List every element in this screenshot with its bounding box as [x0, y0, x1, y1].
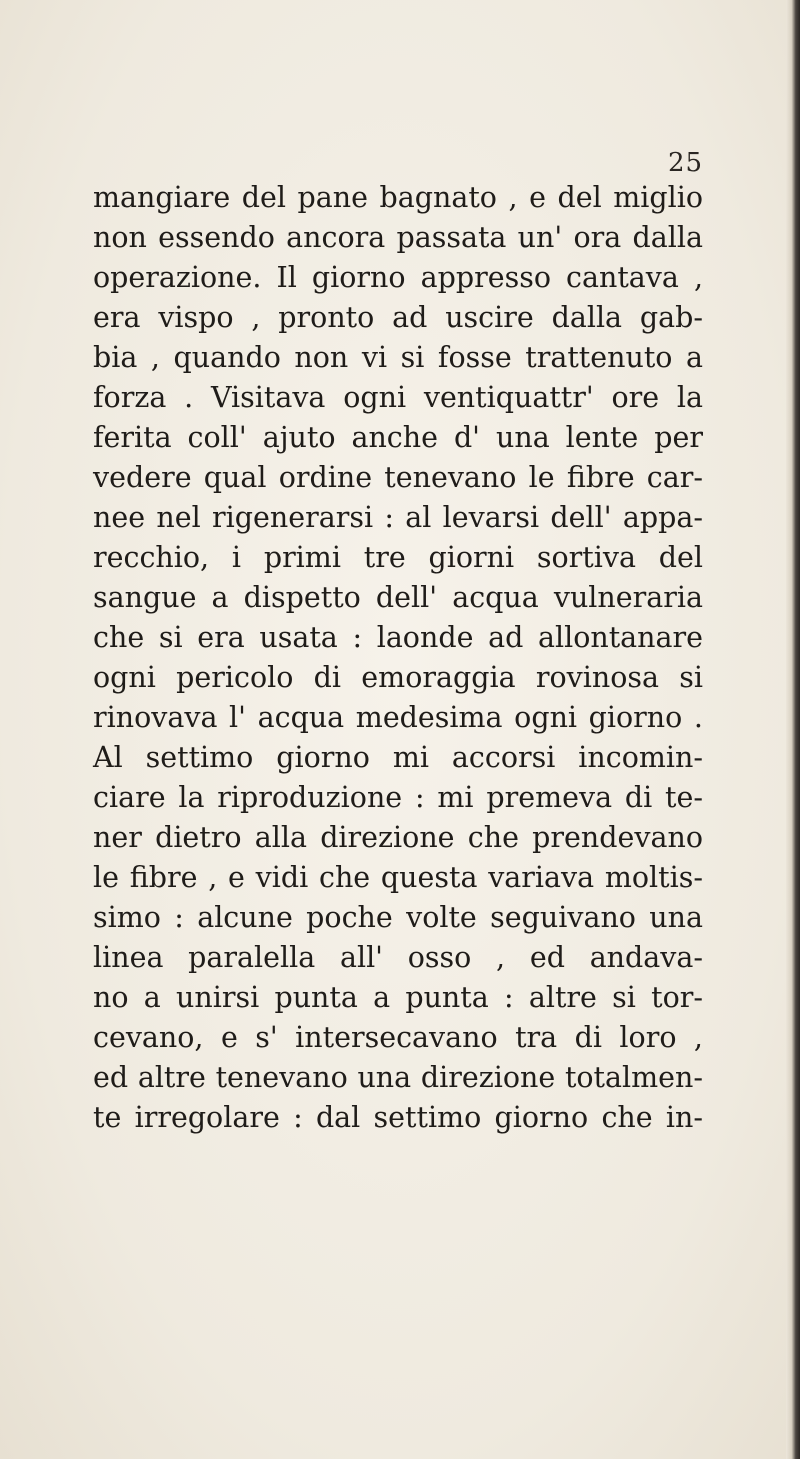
text-line: ner dietro alla direzione che prendevano [93, 821, 703, 854]
text-line: vedere qual ordine tenevano le fibre car- [93, 461, 703, 494]
text-line: cevano, e s' intersecavano tra di loro , [93, 1021, 703, 1054]
text-line: linea paralella all' osso , ed andava- [93, 941, 703, 974]
text-line: che si era usata : laonde ad allontanare [93, 621, 703, 654]
text-line: mangiare del pane bagnato , e del miglio [93, 181, 703, 214]
text-line: sangue a dispetto dell' acqua vulneraria [93, 581, 703, 614]
text-line: era vispo , pronto ad uscire dalla gab- [93, 301, 703, 334]
text-line: rinovava l' acqua medesima ogni giorno . [93, 701, 703, 734]
text-line: le fibre , e vidi che questa variava moltis- [93, 861, 703, 894]
page-edge-shadow [786, 0, 800, 1459]
text-line: no a unirsi punta a punta : altre si tor- [93, 981, 703, 1014]
text-line: ferita coll' ajuto anche d' una lente per [93, 421, 703, 454]
text-line: bia , quando non vi si fosse trattenuto a [93, 341, 703, 374]
text-line: Al settimo giorno mi accorsi incomin- [93, 741, 703, 774]
body-text [93, 178, 703, 1138]
page-number: 25 [668, 148, 704, 178]
text-line: ed altre tenevano una direzione totalmen- [93, 1061, 703, 1094]
text-line: operazione. Il giorno appresso cantava , [93, 261, 703, 294]
text-line: forza . Visitava ogni ventiquattr' ore la [93, 381, 703, 414]
text-line: te irregolare : dal settimo giorno che in- [93, 1101, 703, 1134]
text-line: simo : alcune poche volte seguivano una [93, 901, 703, 934]
text-line: non essendo ancora passata un' ora dalla [93, 221, 703, 254]
text-line: nee nel rigenerarsi : al levarsi dell' appa- [93, 501, 703, 534]
text-line: ciare la riproduzione : mi premeva di te- [93, 781, 703, 814]
text-line: recchio, i primi tre giorni sortiva del [93, 541, 703, 574]
text-line: ogni pericolo di emoraggia rovinosa si [93, 661, 703, 694]
